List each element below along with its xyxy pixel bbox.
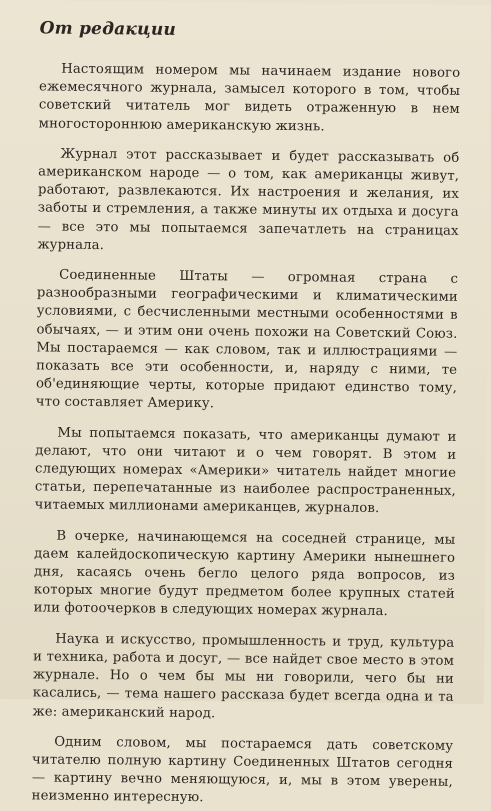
page-title: От редакции <box>39 18 177 40</box>
paragraph-4: Мы попытаемся показать, что американцы думают и делают, что они читают и о чем говорят. В этом и следующих номерах «Америки» читатель найдет многие статьи, перепечатанные из наиболее распространенных, читаемых миллионами американцев, журналов. <box>34 425 457 517</box>
paragraph-7: Одним словом, мы постараемся дать советскому читателю полную картину Соединенных Штатов сегодня — картину вечно меняющуюся, и, мы в этом уверены, неизменно интересную. <box>31 734 454 806</box>
paragraph-5: В очерке, начинающемся на соседней странице, мы даем калейдоскопическую картину Америки нынешнего дня, касаясь очень бегло целого ряда вопросов, из которых многие будут предметом более крупных статей или фотоочерков в следующих номерах журнала. <box>33 528 456 620</box>
paragraph-2: Журнал этот рассказывает и будет рассказывать об американском народе — о том, как американцы живут, работают, развлекаются. Их настроения и желания, их заботы и стремления, а также минуты их отдыха и досуга — все это мы попытаемся запечатлеть на страницах журнала. <box>37 146 460 253</box>
paragraph-1: Настоящим номером мы начинаем издание нового ежемесячного журнала, замысел которого в том, чтобы советский читатель мог видеть отраженную в нем многостороннюю американскую жизнь. <box>38 61 461 135</box>
paragraph-6: Наука и искусство, промышленность и труд, культура и техника, работа и досуг, — все найдет свое место в этом журнале. Но о чем бы мы ни говорили, чего бы ни касались, — тема нашего рассказа будет всегда одна и та же: американский народ. <box>32 631 455 721</box>
paragraph-3: Соединенные Штаты — огромная страна с разнообразными географическими и климатическими условиями, с бесчисленными местными особенностями в обычаях, — и этим они очень похожи на Советский Союз. Мы постараемся — как словом, так и иллюстрациями — показать все эти особенности, и, наряду с ними, те об'единяющие черты, которые придают единство тому, что составляет Америку. <box>35 267 459 412</box>
